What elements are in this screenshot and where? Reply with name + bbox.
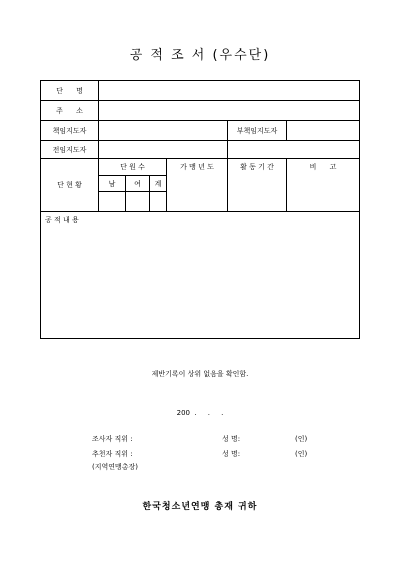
date-line: 200 . . . bbox=[176, 409, 224, 417]
members-header: 단 원 수 bbox=[99, 159, 167, 176]
seal-recommender: (인) bbox=[295, 450, 308, 458]
sub-leader-field[interactable] bbox=[287, 121, 360, 141]
name-label-recommender: 성 명: bbox=[222, 450, 241, 458]
join-year-cell[interactable] bbox=[167, 159, 228, 212]
document-title: 공 적 조 서 (우수단) bbox=[129, 48, 271, 63]
recommender-label: 추천자 직위 : bbox=[92, 450, 133, 458]
male-count-field[interactable] bbox=[99, 192, 126, 212]
remarks-header: 비 고 bbox=[309, 163, 337, 171]
address-label: 주 소 bbox=[41, 101, 99, 121]
sub-leader-label: 부책임지도자 bbox=[228, 121, 287, 141]
lead-leader-label: 책임지도자 bbox=[41, 121, 99, 141]
full-leader-field[interactable] bbox=[99, 141, 228, 159]
status-label: 단 현 황 bbox=[41, 159, 99, 212]
seal-investigator: (인) bbox=[295, 435, 308, 443]
achievements-cell[interactable] bbox=[41, 212, 360, 339]
active-period-cell[interactable] bbox=[228, 159, 287, 212]
recommender-subtitle: (지역연맹총장) bbox=[92, 463, 139, 471]
male-header: 남 bbox=[99, 176, 126, 192]
merit-form-table bbox=[40, 80, 360, 339]
female-count-field[interactable] bbox=[126, 192, 150, 212]
confirm-statement: 제반기록이 상위 없음을 확인함. bbox=[151, 370, 249, 378]
name-label-investigator: 성 명: bbox=[222, 435, 241, 443]
join-year-header: 가 맹 년 도 bbox=[180, 163, 214, 171]
full-leader-extra-field[interactable] bbox=[228, 141, 360, 159]
female-header: 여 bbox=[126, 176, 150, 192]
total-header: 계 bbox=[150, 176, 167, 192]
active-period-header: 활 동 기 간 bbox=[240, 163, 274, 171]
total-count-field[interactable] bbox=[150, 192, 167, 212]
full-leader-label: 전임지도자 bbox=[41, 141, 99, 159]
address-field[interactable] bbox=[99, 101, 360, 121]
team-name-field[interactable] bbox=[99, 81, 360, 101]
remarks-cell[interactable] bbox=[287, 159, 360, 212]
lead-leader-field[interactable] bbox=[99, 121, 228, 141]
team-name-label: 단 명 bbox=[41, 81, 99, 101]
investigator-label: 조사자 직위 : bbox=[92, 435, 133, 443]
achievements-label: 공 적 내 용 bbox=[45, 216, 79, 224]
footer-addressee: 한국청소년연맹 총재 귀하 bbox=[142, 502, 258, 512]
